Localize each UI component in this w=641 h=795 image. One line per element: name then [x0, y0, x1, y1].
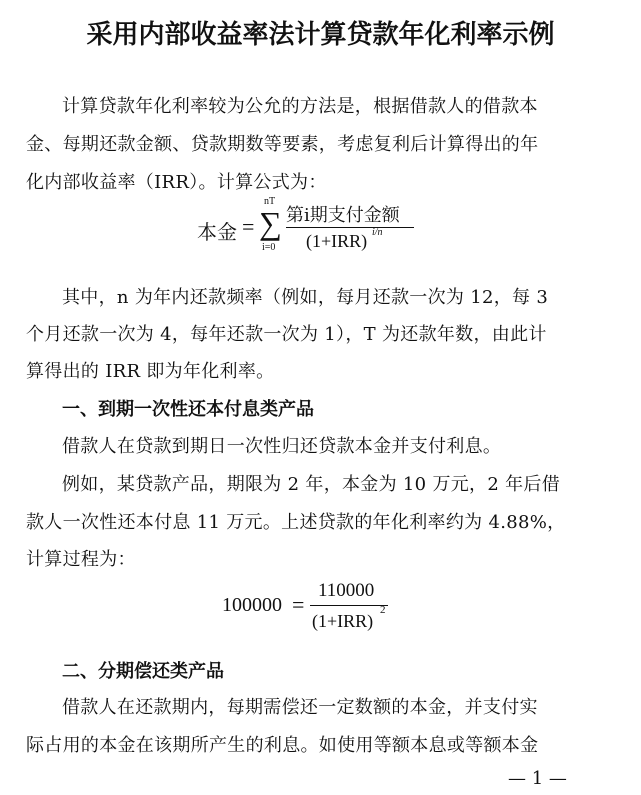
section2-line-2: 际占用的本金在该期所产生的利息。如使用等额本息或等额本金 [26, 735, 539, 756]
section1-line-2: 例如，某贷款产品，期限为 2 年，本金为 10 万元，2 年后借 [62, 474, 561, 495]
section1-line-4: 计算过程为： [26, 549, 136, 570]
intro-line-1: 计算贷款年化利率较为公允的方法是，根据借款人的借款本 [62, 96, 538, 117]
formula1-fraction-bar [286, 227, 414, 228]
formula1-numerator: 第i期支付金额 [286, 205, 400, 226]
intro-line-3: 化内部收益率（IRR）。计算公式为： [26, 172, 327, 193]
section2-line-1: 借款人在还款期内，每期需偿还一定数额的本金，并支付实 [62, 697, 538, 718]
formula2-exponent: 2 [380, 604, 386, 616]
intro-line-2: 金、每期还款金额、贷款期数等要素，考虑复利后计算得出的年 [26, 134, 539, 155]
page-number: — 1 — [508, 768, 567, 789]
sum-lower-limit: i=0 [262, 242, 276, 253]
summation-icon: ∑ [259, 205, 282, 241]
explanation-line-1: 其中，n 为年内还款频率（例如，每月还款一次为 12，每 3 [62, 287, 549, 308]
explanation-line-3: 算得出的 IRR 即为年化利率。 [26, 361, 275, 382]
formula2-fraction-bar [310, 605, 388, 606]
explanation-line-2: 个月还款一次为 4，每年还款一次为 1），T 为还款年数，由此计 [26, 324, 547, 345]
formula1-exponent: i/n [372, 227, 383, 238]
formula1-denominator: (1+IRR) [306, 231, 368, 251]
section1-heading: 一、到期一次性还本付息类产品 [62, 399, 314, 420]
formula2-equals: = [292, 592, 305, 617]
formula2-numerator: 110000 [318, 580, 375, 601]
section1-line-1: 借款人在贷款到期日一次性归还贷款本金并支付利息。 [62, 436, 502, 457]
formula1-lhs: 本金 [197, 220, 237, 244]
section1-line-3: 款人一次性还本付息 11 万元。上述贷款的年化利率约为 4.88%， [26, 512, 566, 533]
formula1-equals: = [242, 214, 255, 239]
sum-upper-limit: nT [264, 196, 276, 207]
formula2-denominator: (1+IRR) [312, 611, 374, 631]
document-title: 采用内部收益率法计算贷款年化利率示例 [86, 20, 555, 50]
section2-heading: 二、分期偿还类产品 [62, 661, 224, 682]
formula2-lhs: 100000 [222, 594, 282, 616]
